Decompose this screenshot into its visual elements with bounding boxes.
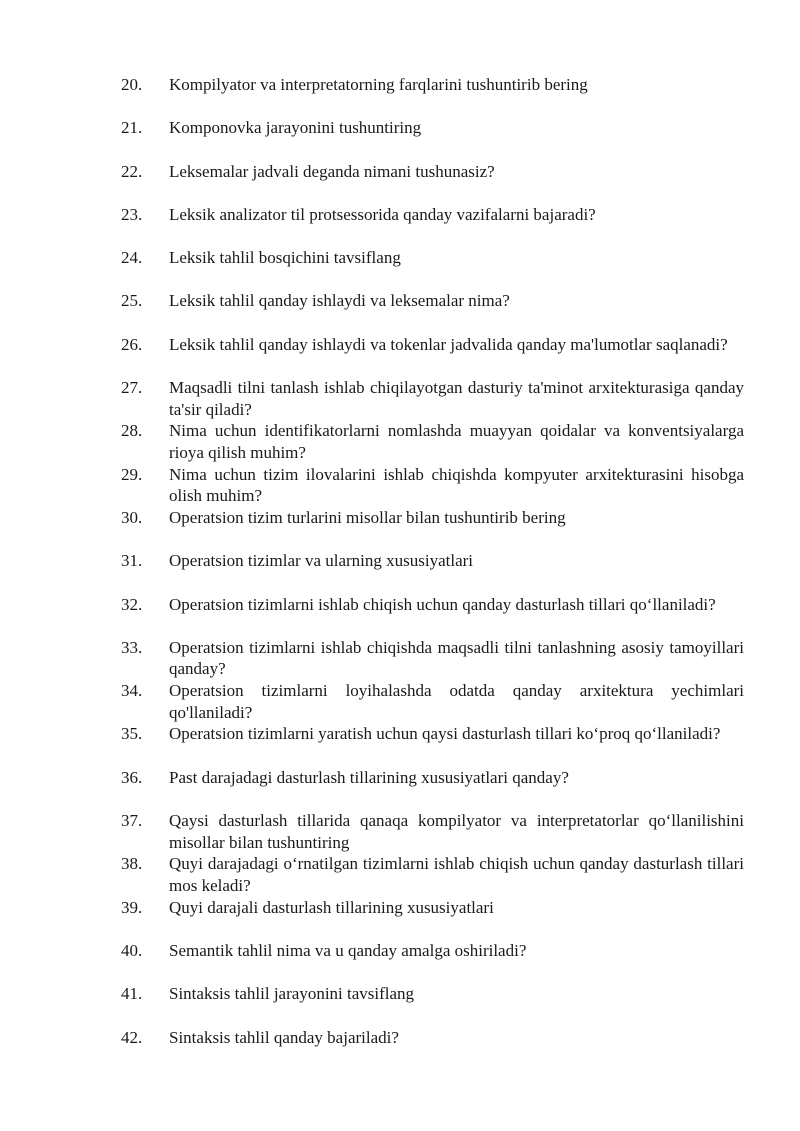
question-number: 25. bbox=[121, 291, 143, 311]
question-number: 42. bbox=[121, 1027, 143, 1047]
question-item bbox=[0, 74, 800, 117]
question-number: 40. bbox=[121, 940, 143, 960]
question-text: Operatsion tizimlarni ishlab chiqishda maqsadli tilni tanlashning asosiy tamoyillari qanday? bbox=[169, 637, 744, 679]
question-item bbox=[0, 940, 800, 983]
question-number: 36. bbox=[121, 767, 143, 787]
question-text: Nima uchun identifikatorlarni nomlashda muayyan qoidalar va konventsiyalarga rioya qilish muhim? bbox=[169, 421, 744, 462]
question-item bbox=[0, 767, 800, 810]
question-item bbox=[0, 550, 800, 593]
question-number: 35. bbox=[121, 724, 143, 744]
question-number: 37. bbox=[121, 811, 143, 831]
question-item bbox=[0, 507, 800, 550]
question-number: 33. bbox=[121, 637, 143, 657]
question-text: Past darajadagi dasturlash tillarining xususiyatlari qanday? bbox=[169, 767, 569, 787]
question-item bbox=[0, 897, 800, 940]
question-number: 21. bbox=[121, 118, 143, 138]
question-text: Leksik tahlil bosqichini tavsiflang bbox=[169, 248, 401, 268]
question-text: Operatsion tizimlar va ularning xususiyatlari bbox=[169, 551, 474, 571]
question-item bbox=[0, 853, 800, 896]
question-item bbox=[0, 594, 800, 637]
question-text: Sintaksis tahlil jarayonini tavsiflang bbox=[169, 984, 415, 1004]
question-number: 29. bbox=[121, 464, 143, 484]
question-text: Qaysi dasturlash tillarida qanaqa kompilyator va interpretatorlar qo‘llanilishini misollar bilan tushuntiring bbox=[169, 811, 744, 852]
question-text: Sintaksis tahlil qanday bajariladi? bbox=[169, 1027, 399, 1047]
question-number: 20. bbox=[121, 75, 143, 94]
question-item bbox=[0, 420, 800, 463]
question-item bbox=[0, 290, 800, 333]
question-number: 41. bbox=[121, 984, 143, 1004]
question-list bbox=[0, 74, 800, 1070]
question-number: 38. bbox=[121, 854, 143, 874]
question-number: 28. bbox=[121, 421, 143, 441]
question-text: Leksik tahlil qanday ishlaydi va leksemalar nima? bbox=[169, 291, 510, 311]
question-item bbox=[0, 334, 800, 377]
question-item bbox=[0, 464, 800, 507]
question-item bbox=[0, 637, 800, 680]
question-text: Leksemalar jadvali deganda nimani tushunasiz? bbox=[169, 161, 495, 181]
question-item bbox=[0, 1027, 800, 1070]
question-item bbox=[0, 117, 800, 160]
question-text: Komponovka jarayonini tushuntiring bbox=[169, 118, 422, 138]
question-item bbox=[0, 680, 800, 723]
question-item bbox=[0, 983, 800, 1026]
question-number: 26. bbox=[121, 334, 143, 354]
question-text: Maqsadli tilni tanlash ishlab chiqilayotgan dasturiy ta'minot arxitekturasiga qanday ta'sir qiladi? bbox=[169, 378, 744, 419]
question-text: Semantik tahlil nima va u qanday amalga oshiriladi? bbox=[169, 940, 527, 960]
question-number: 27. bbox=[121, 378, 143, 398]
question-item bbox=[0, 161, 800, 204]
question-number: 31. bbox=[121, 551, 143, 571]
question-item bbox=[0, 247, 800, 290]
question-text: Operatsion tizimlarni loyihalashda odatda qanday arxitektura yechimlari qo'llaniladi? bbox=[169, 681, 744, 722]
question-number: 39. bbox=[121, 897, 143, 917]
question-text: Quyi darajali dasturlash tillarining xususiyatlari bbox=[169, 897, 494, 917]
question-text: Leksik analizator til protsessorida qanday vazifalarni bajaradi? bbox=[169, 204, 596, 224]
question-item bbox=[0, 810, 800, 853]
question-text: Kompilyator va interpretatorning farqlarini tushuntirib bering bbox=[169, 75, 588, 94]
question-item bbox=[0, 723, 800, 766]
question-item bbox=[0, 377, 800, 420]
question-text: Operatsion tizimlarni ishlab chiqish uchun qanday dasturlash tillari qo‘llaniladi? bbox=[169, 594, 716, 614]
question-text: Operatsion tizimlarni yaratish uchun qaysi dasturlash tillari ko‘proq qo‘llaniladi? bbox=[169, 724, 721, 744]
question-text: Leksik tahlil qanday ishlaydi va tokenlar jadvalida qanday ma'lumotlar saqlanadi? bbox=[169, 334, 728, 354]
question-number: 24. bbox=[121, 248, 143, 268]
question-item bbox=[0, 204, 800, 247]
question-number: 23. bbox=[121, 204, 143, 224]
question-text: Quyi darajadagi o‘rnatilgan tizimlarni ishlab chiqish uchun qanday dasturlash tillari mos keladi? bbox=[169, 854, 744, 895]
question-number: 32. bbox=[121, 594, 143, 614]
question-text: Operatsion tizim turlarini misollar bilan tushuntirib bering bbox=[169, 507, 566, 527]
question-number: 34. bbox=[121, 681, 143, 701]
question-number: 22. bbox=[121, 161, 143, 181]
question-text: Nima uchun tizim ilovalarini ishlab chiqishda kompyuter arxitekturasini hisobga olish muhim? bbox=[169, 464, 744, 506]
question-number: 30. bbox=[121, 507, 143, 527]
